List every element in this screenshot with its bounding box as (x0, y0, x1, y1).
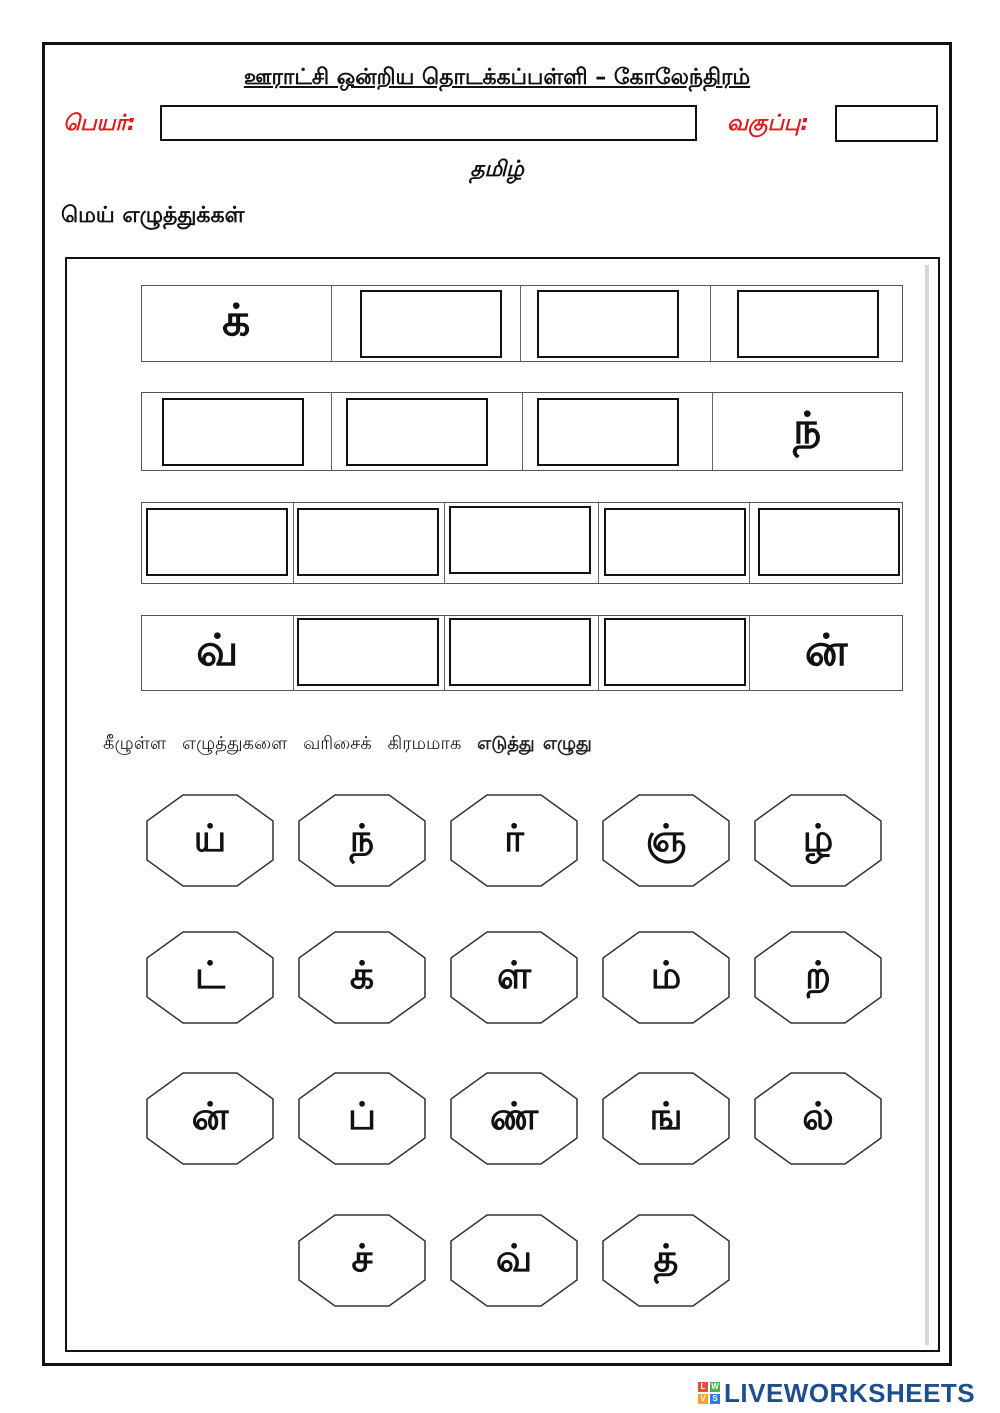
answer-box[interactable] (360, 290, 502, 358)
letter-tile[interactable] (601, 1071, 731, 1166)
grid-cell (521, 286, 711, 361)
answer-box[interactable] (449, 618, 591, 686)
class-label: வகுப்பு: (727, 111, 810, 136)
answer-box[interactable] (146, 508, 288, 576)
answer-box[interactable] (537, 290, 679, 358)
letter-tile[interactable] (145, 793, 275, 888)
logo-cell: S (710, 1394, 720, 1404)
logo-cell: V (698, 1394, 708, 1404)
tile-letter: ச் (351, 1235, 373, 1280)
section-heading: மெய் எழுத்துக்கள் (61, 203, 245, 228)
grid-row-4 (141, 615, 903, 691)
name-field[interactable] (160, 105, 697, 141)
logo-cell: W (711, 1382, 719, 1391)
tile-letter: ழ் (802, 815, 834, 860)
letter-tile[interactable] (145, 1071, 275, 1166)
letter-tile[interactable] (449, 1213, 579, 1308)
grid-cell (523, 393, 713, 470)
answer-box[interactable] (537, 398, 679, 466)
grid-cell (750, 503, 902, 583)
grid-cell (332, 286, 522, 361)
tile-letter: ம் (650, 952, 682, 997)
instruction-main: கீழுள்ள எழுத்துகளை வரிசைக் கிரமமாக (103, 733, 462, 754)
given-letter: க் (222, 295, 251, 346)
grid-row-1 (141, 285, 903, 362)
letter-tile[interactable] (753, 930, 883, 1025)
tile-letter: ற் (805, 952, 831, 997)
subject-title: தமிழ் (470, 157, 524, 182)
instruction-text (103, 733, 592, 756)
grid-cell (713, 393, 903, 470)
grid-cell (711, 286, 903, 361)
given-letter: ன் (804, 624, 848, 676)
grid-cell (599, 503, 751, 583)
letter-tile[interactable] (601, 930, 731, 1025)
tile-letter: ய் (193, 815, 227, 860)
grid-cell (445, 616, 599, 690)
tile-letter: ப் (347, 1093, 377, 1138)
answer-box[interactable] (604, 508, 746, 576)
grid-cell (142, 393, 332, 470)
letter-tile[interactable] (145, 930, 275, 1025)
given-letter: ந் (793, 403, 822, 454)
watermark-brand: LIVEWORKSHEETS (724, 1377, 976, 1408)
tile-letter: ர் (504, 815, 524, 860)
tile-letter: ள் (496, 952, 532, 997)
grid-cell (445, 503, 599, 583)
grid-row-2 (141, 392, 903, 471)
tile-letter: ஞ் (645, 815, 687, 860)
grid-cell (142, 503, 294, 583)
grid-cell (142, 616, 294, 690)
answer-box[interactable] (297, 618, 439, 686)
grid-cell (599, 616, 751, 690)
letter-tile[interactable] (449, 1071, 579, 1166)
tile-letter: ண் (489, 1093, 539, 1138)
letter-tile[interactable] (753, 793, 883, 888)
grid-cell (294, 616, 446, 690)
answer-box[interactable] (604, 618, 746, 686)
letter-tile[interactable] (449, 793, 579, 888)
given-letter: வ் (196, 624, 239, 676)
answer-box[interactable] (737, 290, 879, 358)
worksheet-frame (42, 42, 952, 1366)
tile-letter: ன் (191, 1093, 229, 1138)
grid-cell (142, 286, 332, 361)
answer-box[interactable] (449, 506, 591, 574)
tile-letter: ட் (194, 952, 226, 997)
tile-letter: ங் (649, 1093, 683, 1138)
tile-letter: ந் (349, 815, 375, 860)
name-label: பெயர்: (63, 111, 136, 136)
letter-tile[interactable] (601, 793, 731, 888)
tile-letter: ல் (802, 1093, 834, 1138)
school-title: ஊராட்சி ஒன்றிய தொடக்கப்பள்ளி – கோலேந்திரம் (243, 65, 751, 90)
letter-tile[interactable] (297, 1213, 427, 1308)
letter-tile[interactable] (297, 793, 427, 888)
class-field[interactable] (835, 105, 938, 142)
liveworksheets-watermark (698, 1378, 975, 1408)
grid-cell (750, 616, 902, 690)
grid-cell (332, 393, 524, 470)
liveworksheets-logo-icon (698, 1382, 720, 1404)
letter-tile[interactable] (449, 930, 579, 1025)
answer-box[interactable] (758, 508, 900, 576)
answer-box[interactable] (162, 398, 304, 466)
letter-tile[interactable] (297, 930, 427, 1025)
tile-letter: த் (653, 1235, 679, 1280)
letter-tile[interactable] (753, 1071, 883, 1166)
letter-tile[interactable] (601, 1213, 731, 1308)
tile-letter: க் (349, 952, 375, 997)
grid-cell (294, 503, 446, 583)
grid-row-3 (141, 502, 903, 584)
letter-tile[interactable] (297, 1071, 427, 1166)
logo-cell: L (698, 1382, 708, 1392)
instruction-emphasis: எடுத்து எழுது (477, 733, 592, 754)
answer-box[interactable] (297, 508, 439, 576)
tile-letter: வ் (495, 1235, 533, 1280)
answer-box[interactable] (346, 398, 488, 466)
